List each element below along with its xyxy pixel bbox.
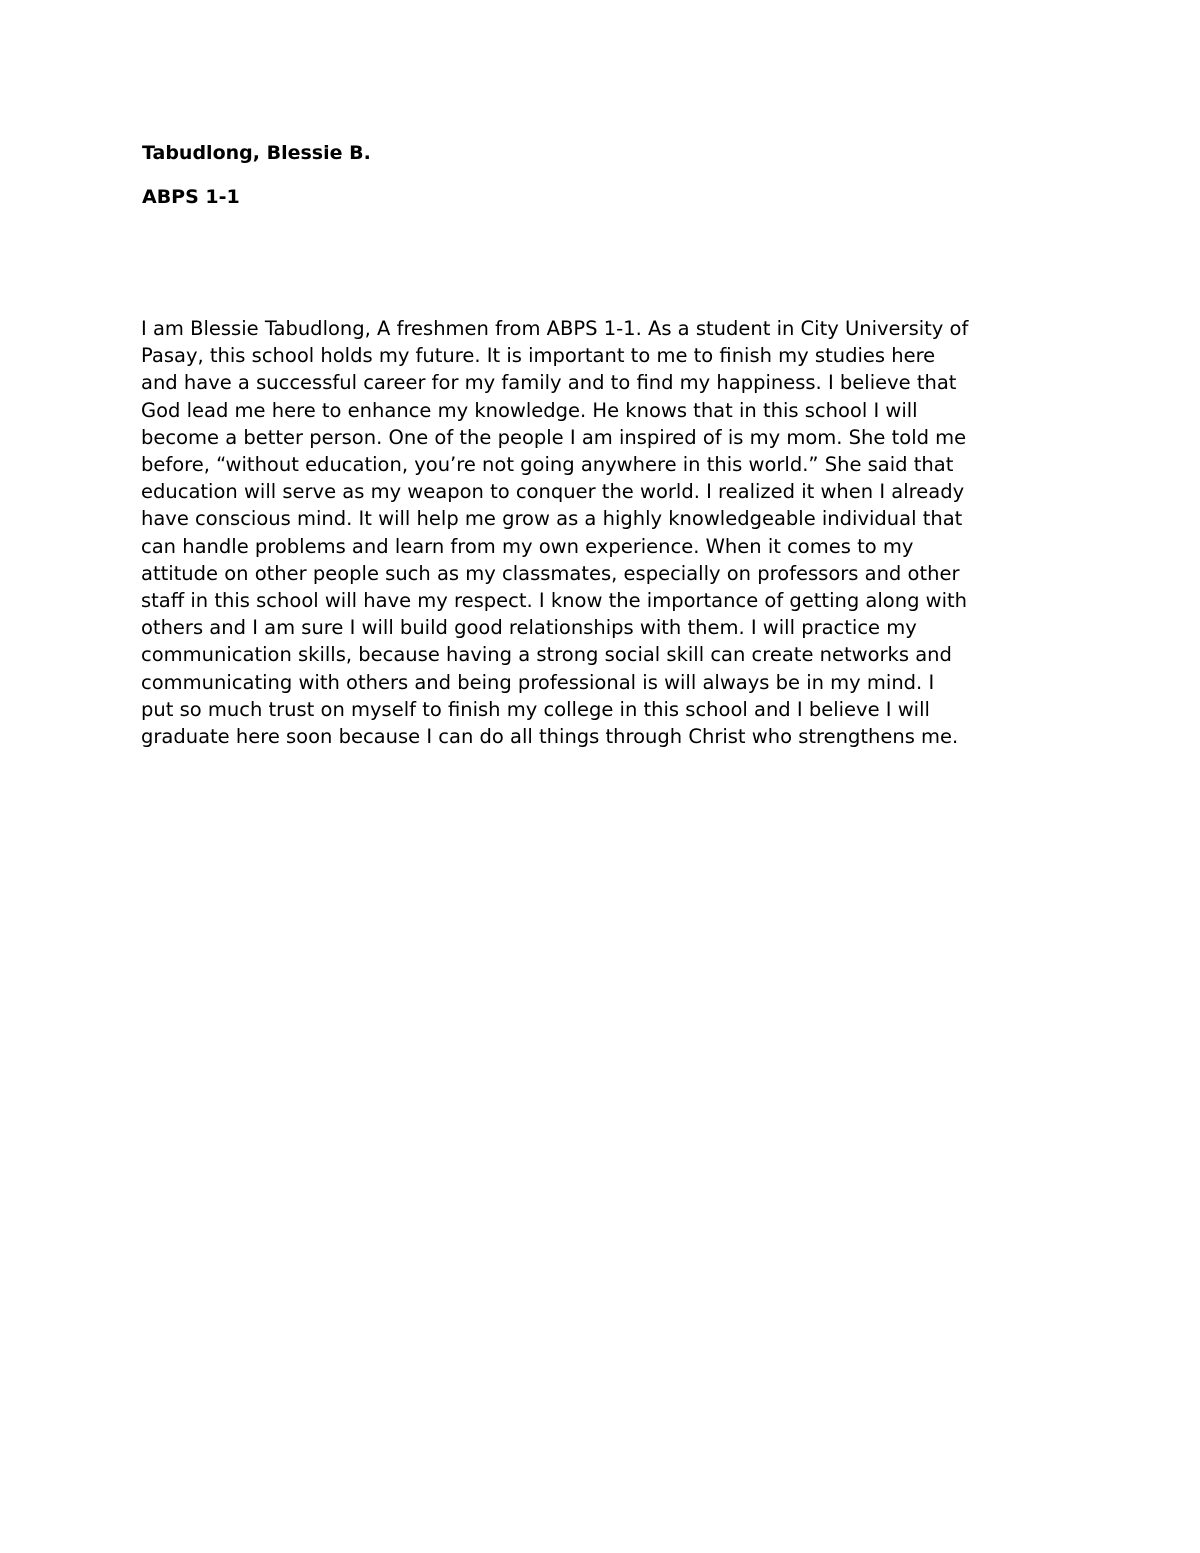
paragraph-line: can handle problems and learn from my own experience. When it comes to my xyxy=(141,534,914,558)
paragraph-line: staff in this school will have my respect. I know the importance of getting along with xyxy=(141,589,968,613)
paragraph-line: have conscious mind. It will help me grow as a highly knowledgeable individual that xyxy=(141,507,963,531)
paragraph-line: communicating with others and being professional is will always be in my mind. I xyxy=(141,670,935,694)
essay-paragraph xyxy=(141,315,1081,750)
student-name: Tabudlong, Blessie B. xyxy=(142,142,371,164)
paragraph-line: others and I am sure I will build good relationships with them. I will practice my xyxy=(141,616,917,640)
paragraph-line: put so much trust on myself to finish my college in this school and I believe I will xyxy=(141,697,930,721)
paragraph-line: become a better person. One of the people I am inspired of is my mom. She told me xyxy=(141,425,967,449)
paragraph-line: before, “without education, you’re not going anywhere in this world.” She said that xyxy=(141,453,954,477)
paragraph-line: and have a successful career for my family and to find my happiness. I believe that xyxy=(141,371,957,395)
paragraph-line: graduate here soon because I can do all things through Christ who strengthens me. xyxy=(141,725,959,749)
paragraph-line: Pasay, this school holds my future. It is important to me to finish my studies here xyxy=(141,344,936,368)
paragraph-line: I am Blessie Tabudlong, A freshmen from ABPS 1-1. As a student in City University of xyxy=(141,317,969,340)
paragraph-line: education will serve as my weapon to conquer the world. I realized it when I already xyxy=(141,480,965,504)
paragraph-line: God lead me here to enhance my knowledge. He knows that in this school I will xyxy=(141,398,918,422)
class-section: ABPS 1-1 xyxy=(142,186,240,208)
paragraph-line: communication skills, because having a strong social skill can create networks and xyxy=(141,643,952,667)
paragraph-line: attitude on other people such as my classmates, especially on professors and other xyxy=(141,561,960,585)
